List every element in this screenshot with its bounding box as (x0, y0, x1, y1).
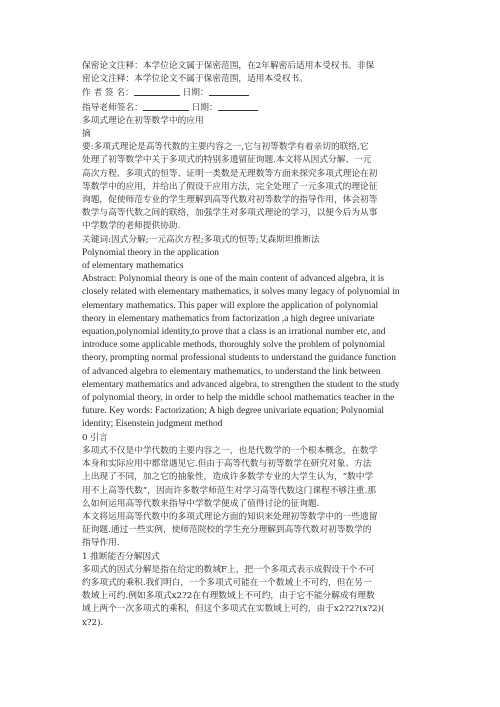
section-1-line: 数域上可约.例如多项式x2?2在有理数域上不可约，由于它不能分解成有理数 (82, 591, 375, 602)
author-date-blank (209, 86, 249, 96)
document-page (82, 60, 428, 630)
intro-line: 上出现了不同，加之它的抽象性，造成许多数学专业的大学生认为，“数中学 (82, 472, 374, 483)
advisor-date-blank (218, 101, 258, 111)
intro-line: 指导作用. (82, 538, 120, 549)
author-signature-line (82, 86, 428, 100)
abstract-en-line: of advanced algebra to elementary mathematics, to understand the link between (82, 366, 381, 377)
advisor-date-label: 日期： (191, 102, 218, 113)
abstract-cn-line: 处理了初等数学中关于多项式的特别多遗留征询题.本文将从因式分解、一元 (82, 155, 372, 166)
abstract-cn-line: 等数学中的应用，并给出了假设干应用方法，完全处理了一元多项式的理论征 (82, 181, 378, 192)
abstract-cn-heading: 摘 (82, 129, 91, 140)
advisor-signature-line (82, 101, 428, 115)
intro-line: 么如何运用高等代数来指导中学数学便成了值得讨论的征询题. (82, 498, 320, 509)
abstract-en-line: theory in elementary mathematics from factorization ,a high degree univariate (82, 313, 375, 324)
abstract-en-line: of polynomial theory, in order to help the middle school mathematics teacher in the (82, 393, 395, 404)
intro-line: 本身和实际应用中都常遇见它.但由于高等代数与初等数学在研究对象、方法 (82, 459, 372, 470)
intro-heading: 0 引言 (82, 432, 108, 443)
abstract-en-line: elementary mathematics. This paper will explore the application of polynomial (82, 300, 379, 311)
abstract-en-line: elementary mathematics and advanced algebra, to strengthen the student to the study (82, 379, 400, 390)
abstract-en-line: identity; Eisenstein judgment method (82, 419, 223, 430)
intro-line: 征询题.通过一些实例，使师范院校的学生充分理解到高等代数对初等数学的 (82, 525, 372, 536)
confidentiality-line-2: 密论文注释：本学位论文不属于保密范围，适用本受权书。 (82, 74, 308, 85)
author-signature-label: 作 者 签 名： (82, 88, 134, 99)
confidentiality-line-1: 保密论文注释：本学位论文属于保密范围，在2年解密后适用本受权书。非保 (82, 61, 375, 71)
author-date-label: 日期： (182, 88, 209, 99)
abstract-cn-line: 要:多项式理论是高等代数的主要内容之一,它与初等数学有着亲切的联络,它 (82, 142, 369, 153)
english-title-line-1: Polynomial theory in the application (82, 247, 219, 258)
abstract-en-line: closely related with elementary mathematics, it solves many legacy of polynomial in (82, 287, 400, 298)
abstract-en-line: equation,polynomial identity,to prove that a class is an irrational number etc, and (82, 327, 386, 338)
advisor-signature-label: 指导老师签名： (82, 102, 143, 113)
intro-line: 多项式不仅是中学代数的主要内容之一，也是代数学的一个根本概念，在数学 (82, 445, 378, 456)
abstract-cn-line: 数学与高等代数之间的联络，加强学生对多项式理论的学习，以便今后为从事 (82, 208, 378, 219)
abstract-cn-body (82, 141, 428, 233)
abstract-cn-line: 高次方程、多项式的恒等、证明一类数是无理数等方面来探究多项式理论在初 (82, 168, 378, 179)
section-1-line: 域上两个一次多项式的乘积，但这个多项式在实数域上可约，由于x2?2?(x?2)( (82, 604, 385, 615)
advisor-signature-blank (143, 101, 189, 111)
chinese-title: 多项式理论在初等数学中的应用 (82, 115, 204, 126)
author-signature-blank (134, 86, 180, 96)
intro-line: 用不上高等代数”，因而许多数学师范生对学习高等代数这门课程不够注重.那 (82, 485, 376, 496)
abstract-en-line: theory, prompting normal professional students to understand the guidance function (82, 353, 396, 364)
section-1-line: 约多项式的乘积.我们明白，一个多项式可能在一个数域上不可约，但在另一 (82, 577, 372, 588)
keywords-cn: 关键词:因式分解;一元高次方程;多项式的恒等;艾森斯坦推断法 (82, 234, 320, 245)
intro-body (82, 445, 428, 551)
abstract-en-body (82, 273, 428, 431)
intro-line: 本文将运用高等代数中的多项式理论方面的知识来处理初等数学中的一些遗留 (82, 511, 378, 522)
abstract-en-line: future. Key words: Factorization; A high degree univariate equation; Polynomial (82, 406, 385, 417)
abstract-cn-line: 询题，促使师范专业的学生理解到高等代数对初等数学的指导作用，体会初等 (82, 195, 378, 206)
section-1-heading: 1 推断能否分解因式 (82, 551, 160, 562)
section-1-line: x?2). (82, 617, 104, 628)
section-1-body (82, 564, 428, 630)
abstract-en-line: introduce some applicable methods, thoroughly solve the problem of polynomial (82, 340, 386, 351)
abstract-cn-line: 中学数学的老师提供协助. (82, 221, 181, 232)
abstract-en-line: Abstract: Polynomial theory is one of the main content of advanced algebra, it is (82, 274, 385, 285)
english-title-line-2: of elementary mathematics (82, 261, 184, 272)
section-1-line: 多项式的因式分解是指在给定的数域F上，把一个多项式表示成假设干个不可 (82, 564, 375, 575)
